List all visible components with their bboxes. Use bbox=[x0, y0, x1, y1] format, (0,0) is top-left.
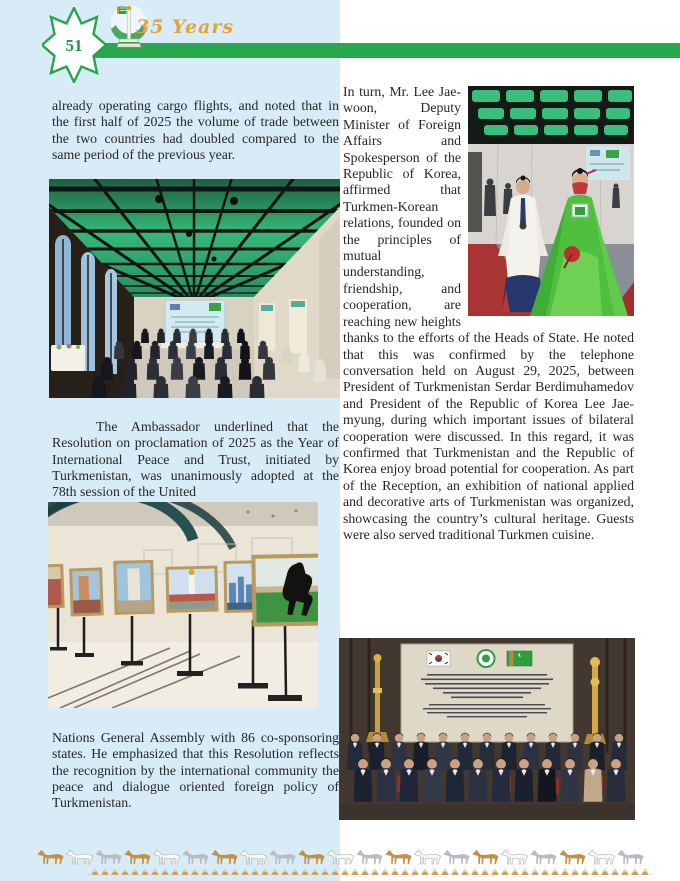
anniversary-label: 35 Years bbox=[136, 16, 235, 38]
conference-hall-photo bbox=[49, 179, 340, 398]
page-number-star bbox=[42, 7, 106, 83]
horse-border bbox=[0, 844, 680, 881]
photo-exhibition-photo bbox=[48, 502, 318, 708]
hanbok-women-photo bbox=[468, 86, 634, 316]
article-column bbox=[343, 84, 634, 543]
page-number: 51 bbox=[65, 36, 83, 55]
article-paragraph: Nations General Assembly with 86 co-sponsoring states. He emphasized that this Resolution reflects the recognition by the international community the peace and dialogue oriented foreign policy of Turkmenistan. bbox=[52, 729, 339, 811]
article-paragraph: already operating cargo flights, and noted that in the first half of 2025 the volume of trade between the two countries had doubled compared to the same period of the previous year. bbox=[52, 97, 339, 163]
article-paragraph: In turn, Mr. Lee Jae-woon, Deputy Minister of Foreign Affairs and Spokesperson of the Republic of Korea, affirmed that Turkmen-Korean relations, founded on the principles of mutual understanding, friendship, and cooperation, are reaching new heights thanks to the efforts of the Heads of State. He noted that this was confirmed by the telephone conversation held on August 29, 2025, between President of Turkmenistan Serdar Berdimuhamedov and President of the Republic of Korea Lee Jae-myung, during which important issues of bilateral cooperation were discussed. In this regard, it was confirmed that Turkmenistan and the Republic of Korea enjoy broad potential for cooperation. As part of the Reception, an exhibition of national applied and decorative arts of Turkmenistan was organized, showcasing the country’s cultural heritage. Guests were also served traditional Turkmen cuisine. bbox=[343, 84, 634, 542]
ornament-band bbox=[88, 867, 652, 875]
officials-group-photo bbox=[339, 638, 635, 820]
horse-icons bbox=[37, 850, 643, 864]
article-paragraph: The Ambassador underlined that the Resolution on proclamation of 2025 as the Year of International Peace and Trust, initiated by Turkmenistan, was unanimously adopted at the 78th session of the United bbox=[52, 418, 339, 500]
header-green-banner bbox=[90, 43, 680, 58]
